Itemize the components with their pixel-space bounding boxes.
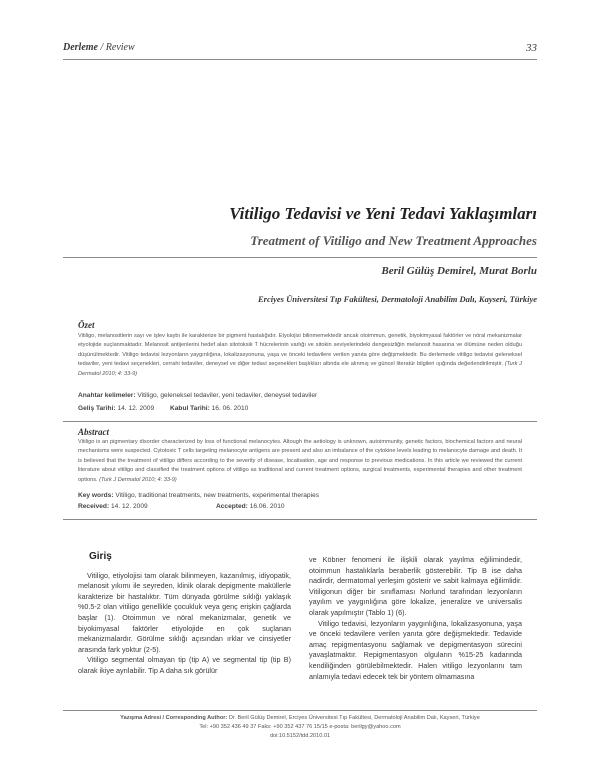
corresponding-address-text: Dr. Beril Gülüş Demirel, Erciyes Üniversitesi Tıp Fakültesi, Dermatoloji Anabilim Dalı, Kayseri, Türkiye: [227, 715, 480, 721]
body-column-right: [309, 555, 522, 682]
ozet-text: Vitiligo, melanositlerin sayı ve işlev kaybı ile karakterize bir pigment hastalığıdır. Etyolojisi bilinmemektedir ancak otoimmun, genetik, biyokimyasal faktörler ve nöral mekanizmalar etyolojide suçlanmaktadır. Melanosit antijenlerini hedef alan sitotoksik T hücrelerinin varlığı ve sitokin seviyelerindeki dengesizliğin melanosit hasarına ve ölümüne neden olduğu düşünülmektedir. Vitiligo tedavisi lezyonların yaygınlığına, lokalizasyonuna, yaşa ve önceki tedavilere verilen yanıta göre değişmektedir. Bu derlemede vitiligo tedavisi geleneksel tedaviler, yeni tedavi seçenekleri, cerrahi tedaviler, deneysel ve diğer tedavi seçenekleri başlıkları altında ele alınmış ve güncel literatür bilgileri ışığında değerlendirilmiştir.: [78, 333, 522, 368]
footer: [0, 714, 600, 741]
ozet-received-value: 14. 12. 2009: [115, 405, 155, 412]
ozet-accepted-value: 16. 06. 2010: [209, 405, 249, 412]
footer-rule: [63, 710, 537, 711]
ozet-body: [78, 332, 522, 379]
abstract-accepted: [216, 503, 285, 510]
header-rule: [63, 59, 537, 60]
body-paragraph: ve Köbner fenomeni ile ilişkili olarak yayılma eğilimindedir, otoimmun hastalıklarla beraberlik gösterebilir. Tip B ise daha nadirdir, dermatomal yerleşim gösterir ve sabit kalmaya eğilimlidir. Vitiligonun diğer bir sınıflaması Norlund tarafından lezyonların yayılım ve yaygınlığına göre lokalize, jeneralize ve universalis olarak yapılmıştır (Tablo 1) (6).: [309, 555, 522, 617]
body-rule: [63, 519, 537, 520]
ozet-accepted-label: Kabul Tarihi:: [170, 405, 210, 412]
section-label-en: Review: [105, 42, 135, 53]
body-paragraph: Vitiligo, etiyolojisi tam olarak bilinmeyen, kazanılmış, idiyopatik, melanosit yıkımı ile seyreden, klinik olarak depigmente maküllerle karakterize bir hastalıktır. Tüm dünyada görülme sıklığı yaklaşık %0.5-2 olan vitiligo genellikle çocukluk veya genç erişkin çağlarda başlar (1). Otoimmun ve nöral mekanizmalar, genetik ve biyokimyasal faktörler etiyolojide en çok suçlanan mekanizmalardır. Görülme sıklığı açısından ırklar ve cinsiyetler arasında fark yoktur (2-5).: [78, 570, 291, 654]
section-label: [63, 42, 135, 53]
abstract-received: [78, 503, 148, 510]
abstract-dates: [78, 503, 522, 510]
section-separator: /: [98, 42, 106, 53]
doi: doi:10.5152/tdd.2010.01: [269, 733, 331, 739]
body-paragraph: Vitiligo segmental olmayan tip (tip A) ve segmental tip (tip B) olarak ikiye ayrılabilir. Tip A daha sık görülür: [78, 655, 291, 675]
ozet-dates: [78, 405, 522, 412]
ozet-citation: (Turk J Dermatol 2010; 4: 33-9): [78, 361, 522, 377]
corresponding-label: Yazışma Adresi / Corresponding Author:: [120, 715, 228, 721]
ozet-accepted: [170, 405, 248, 412]
abstract-received-label: Received:: [78, 503, 110, 510]
abstract-body: [78, 438, 522, 485]
body-paragraph: Vitiligo tedavisi, lezyonların yaygınlığına, lokalizasyonuna, yaşa ve önceki tedavilere verilen yanıta göre değişmektedir. Tedavide amaç repigmentasyonu sağlamak ve depigmentasyon sürecini yavaşlatmaktır. Repigmentasyon olguların %15-25 kadarında kendiliğinden görülebilmektedir. Halen vitiligo lezyonlarını tam anlamıyla tedavi edecek tek bir yöntem olmamasına: [309, 618, 522, 681]
title-rule: [63, 257, 537, 258]
ozet-keywords-text: Vitiligo, geleneksel tedaviler, yeni tedaviler, deneysel tedaviler: [135, 392, 318, 399]
contact-info: Tel: +90 352 436 49 37 Faks: +90 352 437 76 15/15 e-posta: berilgy@yahoo.com: [199, 724, 401, 730]
abstract-keywords-label: Key words:: [78, 492, 114, 499]
authors: Beril Gülüş Demirel, Murat Borlu: [381, 265, 537, 277]
abstract-rule: [63, 421, 537, 422]
ozet-keywords-label: Anahtar kelimeler:: [78, 392, 136, 399]
affiliation: Erciyes Üniversitesi Tıp Fakültesi, Dermatoloji Anabilim Dalı, Kayseri, Türkiye: [257, 294, 537, 304]
running-header: [63, 42, 537, 56]
corresponding-address: [0, 714, 600, 723]
abstract-heading: Abstract: [78, 427, 110, 437]
section-label-tr: Derleme: [63, 42, 98, 53]
body-column-left: [78, 551, 291, 677]
ozet-received: [78, 405, 154, 412]
ozet-heading: Özet: [78, 320, 95, 330]
abstract-citation: (Turk J Dermatol 2010; 4: 33-9): [97, 476, 177, 483]
abstract-accepted-value: 16.06. 2010: [247, 503, 285, 510]
abstract-accepted-label: Accepted:: [216, 503, 248, 510]
abstract-text: Vitiligo is an pigmentary disorder characterized by loss of functional melanocytes. Altough the aetiology is unknown, autoimmunity, genetic factors, biochemical factors and neural mechanisms were suspected. Cytotoxic T cells targeting melanocyte antigens are present and also an imbalance of the cytokine levels leading to melanocyte damage and death. It is believed that the treatment of vitiligo differs according to the severity of disease, localisation, age and response to previous medications. In this article we reviewed the current literature about vitiligo and classified the treatment options of vitiligo as traditional and current treatment options, surgical treatments, experimental therapies and other treatment options.: [78, 439, 522, 483]
ozet-keywords: [78, 392, 522, 399]
abstract-keywords-text: Vitiligo, traditional treatments, new treatments, experimental therapies: [113, 492, 320, 499]
abstract-received-value: 14. 12. 2009: [109, 503, 148, 510]
title-turkish: Vitiligo Tedavisi ve Yeni Tedavi Yaklaşımları: [229, 204, 537, 223]
abstract-keywords: [78, 492, 522, 499]
giris-heading: Giriş: [89, 551, 112, 562]
page-number: 33: [526, 42, 537, 54]
ozet-received-label: Geliş Tarihi:: [78, 405, 116, 412]
title-english: Treatment of Vitiligo and New Treatment Approaches: [250, 233, 537, 248]
